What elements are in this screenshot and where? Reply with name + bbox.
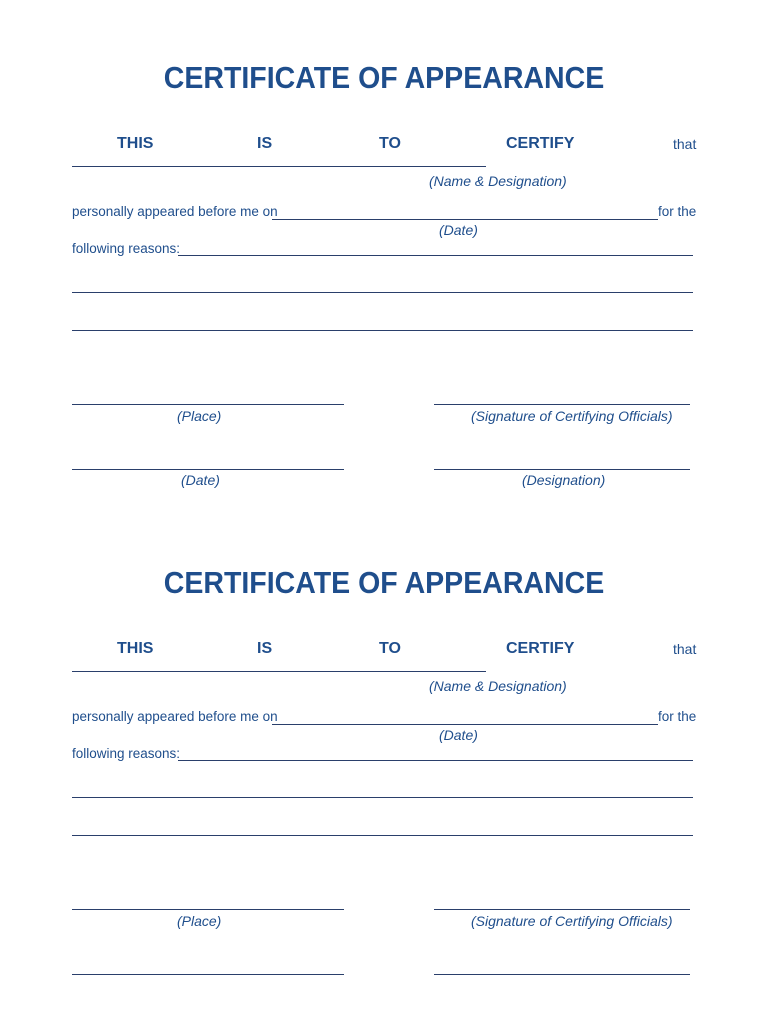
reasons-line-1[interactable]	[178, 760, 693, 761]
name-designation-line[interactable]	[72, 166, 486, 167]
certify-word-is: IS	[257, 640, 273, 657]
certify-word-certify: CERTIFY	[506, 135, 575, 152]
reasons-text: following reasons:	[72, 241, 181, 256]
date-caption: (Date)	[439, 727, 478, 743]
certificate-title: CERTIFICATE OF APPEARANCE	[163, 60, 605, 95]
that-word: that	[673, 641, 697, 657]
appeared-text: personally appeared before me on	[72, 204, 278, 219]
certificate-title: CERTIFICATE OF APPEARANCE	[163, 565, 605, 600]
reasons-line-2[interactable]	[72, 797, 693, 798]
place-caption: (Place)	[177, 913, 222, 929]
date-line[interactable]	[72, 469, 344, 470]
place-line[interactable]	[72, 404, 344, 405]
certify-word-certify: CERTIFY	[506, 640, 575, 657]
for-the-text: for the	[658, 204, 697, 219]
appearance-date-line[interactable]	[272, 724, 658, 725]
certify-word-to: TO	[379, 640, 401, 657]
that-word: that	[673, 136, 697, 152]
signature-line[interactable]	[434, 404, 690, 405]
designation-line[interactable]	[434, 469, 690, 470]
place-line[interactable]	[72, 909, 344, 910]
signature-caption: (Signature of Certifying Officials)	[471, 913, 673, 929]
certify-word-to: TO	[379, 135, 401, 152]
reasons-line-3[interactable]	[72, 835, 693, 836]
certify-word-is: IS	[257, 135, 273, 152]
certify-word-this: THIS	[117, 640, 154, 657]
designation-line[interactable]	[434, 974, 690, 975]
signature-line[interactable]	[434, 909, 690, 910]
certify-word-this: THIS	[117, 135, 154, 152]
name-designation-line[interactable]	[72, 671, 486, 672]
reasons-line-1[interactable]	[178, 255, 693, 256]
place-caption: (Place)	[177, 408, 222, 424]
for-the-text: for the	[658, 709, 697, 724]
name-designation-caption: (Name & Designation)	[429, 173, 567, 189]
date2-caption: (Date)	[181, 472, 220, 488]
name-designation-caption: (Name & Designation)	[429, 678, 567, 694]
designation-caption: (Designation)	[522, 472, 606, 488]
reasons-line-2[interactable]	[72, 292, 693, 293]
appearance-date-line[interactable]	[272, 219, 658, 220]
reasons-text: following reasons:	[72, 746, 181, 761]
signature-caption: (Signature of Certifying Officials)	[471, 408, 673, 424]
date-caption: (Date)	[439, 222, 478, 238]
date-line[interactable]	[72, 974, 344, 975]
appeared-text: personally appeared before me on	[72, 709, 278, 724]
reasons-line-3[interactable]	[72, 330, 693, 331]
